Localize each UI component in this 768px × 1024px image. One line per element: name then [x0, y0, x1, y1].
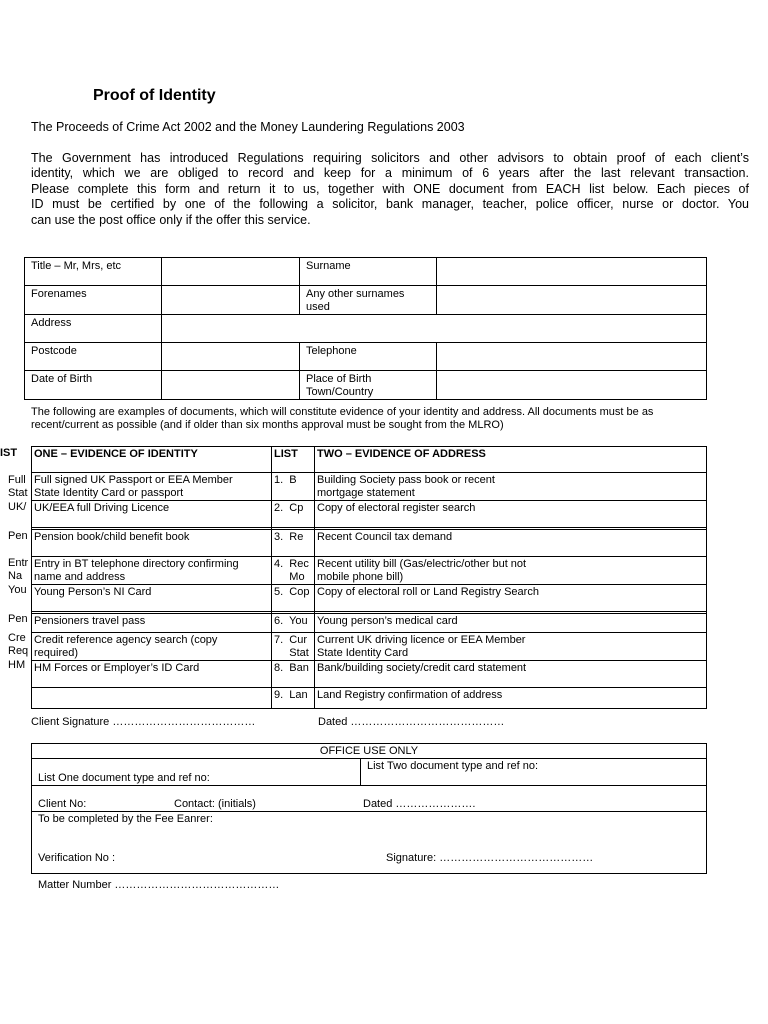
list-two-header: TWO – EVIDENCE OF ADDRESS — [315, 447, 707, 473]
matter-number-field[interactable]: Matter Number ……………………………………… — [38, 879, 280, 891]
pob-label-line: Place of Birth — [306, 373, 372, 385]
address-label: Address — [25, 315, 162, 343]
verification-field[interactable]: Verification No : — [38, 852, 116, 864]
list-left-fragment: UK/ — [8, 501, 27, 513]
list-one-item — [32, 633, 272, 661]
pob-label — [300, 371, 437, 400]
list-row — [32, 633, 707, 661]
list-mid-item — [272, 614, 315, 633]
note-line: recent/current as possible (and if older than six months approval must be sought from the MLRO) — [31, 419, 504, 431]
list-two-item — [315, 661, 707, 688]
telephone-field[interactable] — [437, 343, 707, 371]
list-two-item — [315, 633, 707, 661]
evidence-list-table — [31, 446, 707, 709]
title-label: Title – Mr, Mrs, etc — [25, 258, 162, 286]
list-one-item-line: State Identity Card or passport — [34, 487, 184, 499]
list-mid-item-line: 4. Rec — [274, 558, 309, 570]
postcode-label: Postcode — [25, 343, 162, 371]
dob-field[interactable] — [162, 371, 300, 400]
fee-earner-section — [32, 812, 707, 891]
table-row — [32, 812, 707, 874]
list-one-item-line: UK/EEA full Driving Licence — [34, 502, 170, 514]
client-details-table — [24, 257, 707, 400]
title-field[interactable] — [162, 258, 300, 286]
list-mid-item-line: 2. Cp — [274, 502, 304, 514]
list-left-fragment: Cre — [8, 632, 26, 644]
fee-earner-label: To be completed by the Fee Eanrer: — [38, 813, 213, 825]
list-one-item-line: Pension book/child benefit book — [34, 531, 190, 543]
list-two-item-line: Building Society pass book or recent — [317, 474, 495, 486]
list-one-item-line: HM Forces or Employer’s ID Card — [34, 662, 200, 674]
list-two-item — [315, 688, 707, 709]
office-use-heading: OFFICE USE ONLY — [32, 744, 707, 759]
page-title: Proof of Identity — [93, 87, 216, 104]
list-mid-item-line: 5. Cop — [274, 586, 310, 598]
list-mid-item — [272, 501, 315, 528]
intro-line: identity, which we are obliged to record and keep for a minimum of 6 years after the last relevant transaction. — [31, 166, 749, 181]
list-mid-item — [272, 633, 315, 661]
list-left-header-fragment: IST — [0, 447, 18, 459]
list-row — [32, 473, 707, 501]
list-left-fragment: Pen — [8, 613, 28, 625]
list-two-item-line: mortgage statement — [317, 487, 415, 499]
list-two-item-line: Current UK driving licence or EEA Member — [317, 634, 526, 646]
client-contact-row — [32, 786, 707, 812]
list-two-item-line: Recent Council tax demand — [317, 531, 453, 543]
list-one-item-line: Entry in BT telephone directory confirming — [34, 558, 239, 570]
table-row — [25, 286, 707, 315]
pob-field[interactable] — [437, 371, 707, 400]
list-row — [32, 530, 707, 557]
list-mid-item-line: 6. You — [274, 615, 308, 627]
list-two-item-line: Copy of electoral register search — [317, 502, 476, 514]
list-mid-item-line: 8. Ban — [274, 662, 309, 674]
list-two-item-line: Bank/building society/credit card statement — [317, 662, 527, 674]
list-one-item — [32, 688, 272, 709]
list-row — [32, 501, 707, 528]
list-mid-item — [272, 557, 315, 585]
other-surnames-field[interactable] — [437, 286, 707, 315]
list-left-fragment: Req — [8, 645, 29, 657]
documents-note — [31, 406, 653, 432]
list-one-item — [32, 530, 272, 557]
list-one-item — [32, 557, 272, 585]
list-two-item — [315, 614, 707, 633]
list-left-fragment: HM — [8, 659, 26, 671]
list-one-item — [32, 585, 272, 612]
client-signature-line[interactable]: Client Signature ………………………………… — [31, 716, 256, 728]
list-mid-item-line: 3. Re — [274, 531, 304, 543]
intro-line: ID must be certified by one of the following a solicitor, bank manager, teacher, police officer, nurse or doctor. You — [31, 197, 749, 212]
table-row — [32, 786, 707, 812]
table-header-row — [32, 447, 707, 473]
forenames-field[interactable] — [162, 286, 300, 315]
list-one-item — [32, 661, 272, 688]
list-two-item — [315, 501, 707, 528]
list-mid-item-line: 1. B — [274, 474, 297, 486]
list-two-item-line: Land Registry confirmation of address — [317, 689, 503, 701]
office-dated-field[interactable]: Dated …………………. — [363, 798, 476, 810]
list-row — [32, 557, 707, 585]
list-one-header: ONE – EVIDENCE OF IDENTITY — [32, 447, 272, 473]
list-row — [32, 661, 707, 688]
legislation-subtitle: The Proceeds of Crime Act 2002 and the Money Laundering Regulations 2003 — [31, 120, 465, 134]
list-mid-item — [272, 688, 315, 709]
postcode-field[interactable] — [162, 343, 300, 371]
list-two-ref-field[interactable]: List Two document type and ref no: — [361, 759, 707, 786]
intro-paragraph — [31, 151, 749, 228]
table-row — [25, 343, 707, 371]
telephone-label: Telephone — [300, 343, 437, 371]
list-two-item-line: Young person’s medical card — [317, 615, 458, 627]
list-mid-item-line: Mo — [274, 571, 305, 583]
list-one-item-line: required) — [34, 647, 79, 659]
client-dated-line[interactable]: Dated …………………………………… — [318, 716, 505, 728]
other-surnames-label — [300, 286, 437, 315]
list-row — [32, 688, 707, 709]
surname-label: Surname — [300, 258, 437, 286]
contact-initials-field[interactable]: Contact: (initials) — [174, 798, 256, 810]
list-one-item-line: name and address — [34, 571, 126, 583]
list-mid-header: LIST — [272, 447, 315, 473]
office-use-table — [31, 743, 707, 891]
forenames-label: Forenames — [25, 286, 162, 315]
surname-field[interactable] — [437, 258, 707, 286]
other-surnames-label-line: Any other surnames — [306, 288, 405, 300]
list-mid-item-line: 9. Lan — [274, 689, 308, 701]
list-left-fragment: Pen — [8, 530, 28, 542]
list-mid-item — [272, 530, 315, 557]
list-one-item — [32, 614, 272, 633]
list-one-ref-field[interactable]: List One document type and ref no: — [32, 759, 361, 786]
list-two-item — [315, 530, 707, 557]
signature-field[interactable]: Signature: …………………………………… — [386, 852, 594, 864]
list-left-overflow-column — [0, 446, 30, 709]
client-no-field[interactable]: Client No: — [38, 798, 87, 810]
list-one-item-line: Young Person’s NI Card — [34, 586, 152, 598]
list-two-item — [315, 557, 707, 585]
list-left-fragment: You — [8, 584, 27, 596]
list-one-item-line: Pensioners travel pass — [34, 615, 146, 627]
list-row — [32, 585, 707, 612]
table-row — [32, 744, 707, 759]
intro-line: can use the post office only if the offer this service. — [31, 212, 311, 227]
table-row — [25, 258, 707, 286]
pob-label-line: Town/Country — [306, 386, 374, 398]
list-left-fragment: Stat — [8, 487, 28, 499]
other-surnames-label-line: used — [306, 301, 330, 313]
list-two-item — [315, 473, 707, 501]
table-row — [25, 315, 707, 343]
list-left-fragment: Na — [8, 570, 23, 582]
list-two-item-line: State Identity Card — [317, 647, 409, 659]
list-one-item-line: Credit reference agency search (copy — [34, 634, 218, 646]
dob-label: Date of Birth — [25, 371, 162, 400]
table-row — [32, 759, 707, 786]
note-line: The following are examples of documents, which will constitute evidence of your identity and address. All documents must be as — [31, 406, 654, 418]
list-left-fragment: Entr — [8, 557, 29, 569]
list-mid-item-line: Stat — [274, 647, 309, 659]
list-mid-item — [272, 661, 315, 688]
list-one-item — [32, 473, 272, 501]
list-one-item — [32, 501, 272, 528]
list-two-item-line: Copy of electoral roll or Land Registry Search — [317, 586, 539, 598]
list-mid-item — [272, 473, 315, 501]
list-mid-item-line: 7. Cur — [274, 634, 308, 646]
list-left-fragment: Full — [8, 474, 26, 486]
list-row — [32, 614, 707, 633]
list-two-item-line: Recent utility bill (Gas/electric/other but not — [317, 558, 527, 570]
table-row — [25, 371, 707, 400]
list-one-item-line: Full signed UK Passport or EEA Member — [34, 474, 233, 486]
list-two-item-line: mobile phone bill) — [317, 571, 404, 583]
list-mid-item — [272, 585, 315, 612]
intro-line: Please complete this form and return it to us, together with ONE document from EACH list below. Each pieces of — [31, 181, 749, 196]
address-field[interactable] — [162, 315, 707, 343]
list-two-item — [315, 585, 707, 612]
intro-line: The Government has introduced Regulations requiring solicitors and other advisors to obtain proof of each client’s — [31, 151, 749, 165]
